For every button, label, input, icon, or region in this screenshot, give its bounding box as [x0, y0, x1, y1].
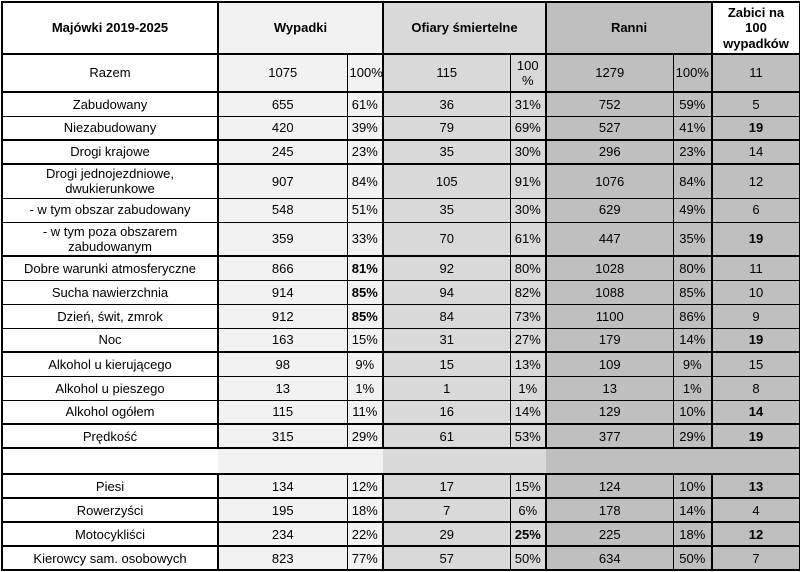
- cell-zabici: 7: [712, 546, 800, 570]
- cell-ofiary: 35: [383, 198, 510, 222]
- cell-ofiary-pct: 31%: [510, 92, 546, 116]
- cell-ofiary: 79: [383, 116, 510, 140]
- cell-ofiary-pct: 80%: [510, 256, 546, 280]
- cell-ranni-pct: 41%: [673, 116, 712, 140]
- cell-ranni-pct: 100%: [673, 54, 712, 92]
- cell-wypadki-pct: 77%: [347, 546, 383, 570]
- cell-ofiary-pct: 14%: [510, 400, 546, 424]
- cell-wypadki-pct: 12%: [347, 474, 383, 498]
- cell-ofiary: 94: [383, 280, 510, 304]
- table-row: [2, 164, 800, 198]
- cell-ofiary-pct: 69%: [510, 116, 546, 140]
- cell-wypadki: 195: [218, 498, 347, 522]
- cell-wypadki: 655: [218, 92, 347, 116]
- cell-zabici: 12: [712, 164, 800, 198]
- table-row: [2, 116, 800, 140]
- table-row: [2, 280, 800, 304]
- cell-ranni: 527: [546, 116, 673, 140]
- table-row: [2, 256, 800, 280]
- cell-ranni: 129: [546, 400, 673, 424]
- table-row: [2, 352, 800, 376]
- cell-wypadki: 1075: [218, 54, 347, 92]
- cell-wypadki: 234: [218, 522, 347, 546]
- table-row: [2, 400, 800, 424]
- cell-wypadki-pct: 22%: [347, 522, 383, 546]
- cell-ofiary: 31: [383, 328, 510, 352]
- cell-ranni: 109: [546, 352, 673, 376]
- cell-ofiary: 35: [383, 140, 510, 164]
- cell-ofiary-pct: 25%: [510, 522, 546, 546]
- cell-zabici: 19: [712, 328, 800, 352]
- cell-ranni: 179: [546, 328, 673, 352]
- row-label: - w tym obszar zabudowany: [2, 198, 218, 222]
- cell-ranni: 1100: [546, 304, 673, 328]
- cell-wypadki-pct: 9%: [347, 352, 383, 376]
- row-label: Alkohol u pieszego: [2, 376, 218, 400]
- cell-ranni-pct: 35%: [673, 222, 712, 256]
- table-row: [2, 54, 800, 92]
- cell-zabici: 11: [712, 54, 800, 92]
- row-label: Prędkość: [2, 424, 218, 448]
- row-label: Noc: [2, 328, 218, 352]
- table-row: [2, 304, 800, 328]
- cell-wypadki-pct: 85%: [347, 304, 383, 328]
- cell-zabici: 14: [712, 140, 800, 164]
- row-label: Zabudowany: [2, 92, 218, 116]
- cell-ofiary: 57: [383, 546, 510, 570]
- cell-ofiary-pct: 30%: [510, 198, 546, 222]
- row-label: Alkohol u kierującego: [2, 352, 218, 376]
- cell-ranni: 124: [546, 474, 673, 498]
- cell-ofiary-pct: 61%: [510, 222, 546, 256]
- cell-zabici: 19: [712, 222, 800, 256]
- cell-ranni-pct: 14%: [673, 498, 712, 522]
- cell-zabici: [712, 448, 800, 474]
- cell-ranni-pct: 23%: [673, 140, 712, 164]
- cell-ofiary: 29: [383, 522, 510, 546]
- cell-ranni-pct: 9%: [673, 352, 712, 376]
- cell-ranni: 1076: [546, 164, 673, 198]
- cell-wypadki: 866: [218, 256, 347, 280]
- table-title: Majówki 2019-2025: [2, 2, 218, 54]
- row-label: Rowerzyści: [2, 498, 218, 522]
- cell-wypadki: 907: [218, 164, 347, 198]
- header-ofiary-smiertelne: Ofiary śmiertelne: [383, 2, 546, 54]
- cell-ranni-pct: 14%: [673, 328, 712, 352]
- cell-wypadki: 914: [218, 280, 347, 304]
- cell-ofiary: 105: [383, 164, 510, 198]
- cell-ofiary: 92: [383, 256, 510, 280]
- cell-wypadki: 98: [218, 352, 347, 376]
- cell-ranni-pct: 29%: [673, 424, 712, 448]
- cell-wypadki-pct: 39%: [347, 116, 383, 140]
- cell-ofiary: 17: [383, 474, 510, 498]
- cell-ranni-pct: 85%: [673, 280, 712, 304]
- cell-ofiary: 70: [383, 222, 510, 256]
- cell-wypadki: 13: [218, 376, 347, 400]
- cell-zabici: 10: [712, 280, 800, 304]
- row-label: Sucha nawierzchnia: [2, 280, 218, 304]
- cell-ranni-pct: 80%: [673, 256, 712, 280]
- cell-ofiary: 61: [383, 424, 510, 448]
- cell-ranni-pct: 86%: [673, 304, 712, 328]
- row-label: Alkohol ogółem: [2, 400, 218, 424]
- cell-ranni-pct: 84%: [673, 164, 712, 198]
- cell-wypadki: 359: [218, 222, 347, 256]
- cell-wypadki-pct: 51%: [347, 198, 383, 222]
- cell-wypadki: 912: [218, 304, 347, 328]
- header-row: [2, 2, 800, 54]
- cell-wypadki-pct: [347, 448, 383, 474]
- cell-wypadki: 115: [218, 400, 347, 424]
- cell-ofiary: 1: [383, 376, 510, 400]
- cell-zabici: 12: [712, 522, 800, 546]
- table-row: [2, 140, 800, 164]
- cell-wypadki: 315: [218, 424, 347, 448]
- cell-wypadki: 420: [218, 116, 347, 140]
- cell-ranni: 1028: [546, 256, 673, 280]
- cell-ranni: 634: [546, 546, 673, 570]
- cell-ofiary-pct: 82%: [510, 280, 546, 304]
- cell-wypadki-pct: 18%: [347, 498, 383, 522]
- cell-wypadki-pct: 11%: [347, 400, 383, 424]
- cell-wypadki-pct: 100%: [347, 54, 383, 92]
- row-label: Dobre warunki atmosferyczne: [2, 256, 218, 280]
- cell-ranni: 1088: [546, 280, 673, 304]
- cell-ranni-pct: 1%: [673, 376, 712, 400]
- cell-ofiary: 36: [383, 92, 510, 116]
- cell-ranni: 225: [546, 522, 673, 546]
- cell-wypadki-pct: 85%: [347, 280, 383, 304]
- cell-wypadki-pct: 15%: [347, 328, 383, 352]
- cell-ranni: 1279: [546, 54, 673, 92]
- table-body: [2, 54, 800, 570]
- cell-zabici: 19: [712, 424, 800, 448]
- row-label: Kierowcy sam. osobowych: [2, 546, 218, 570]
- header-wypadki: Wypadki: [218, 2, 383, 54]
- row-label: Drogi jednojezdniowe, dwukierunkowe: [2, 164, 218, 198]
- cell-zabici: 13: [712, 474, 800, 498]
- cell-ofiary-pct: 50%: [510, 546, 546, 570]
- cell-ranni: 13: [546, 376, 673, 400]
- cell-wypadki-pct: 81%: [347, 256, 383, 280]
- cell-ranni-pct: 10%: [673, 474, 712, 498]
- cell-wypadki: 163: [218, 328, 347, 352]
- spacer-row: [2, 448, 800, 474]
- cell-ofiary-pct: 13%: [510, 352, 546, 376]
- cell-wypadki: 245: [218, 140, 347, 164]
- table-row: [2, 222, 800, 256]
- cell-ofiary-pct: 91%: [510, 164, 546, 198]
- row-label: [2, 448, 218, 474]
- table-row: [2, 198, 800, 222]
- cell-ofiary-pct: 1%: [510, 376, 546, 400]
- cell-wypadki: [218, 448, 347, 474]
- cell-ranni-pct: 49%: [673, 198, 712, 222]
- cell-wypadki-pct: 33%: [347, 222, 383, 256]
- table-row: [2, 546, 800, 570]
- row-label: Motocykliści: [2, 522, 218, 546]
- table-row: [2, 498, 800, 522]
- cell-zabici: 19: [712, 116, 800, 140]
- row-label: Razem: [2, 54, 218, 92]
- cell-ranni-pct: [673, 448, 712, 474]
- row-label: - w tym poza obszarem zabudowanym: [2, 222, 218, 256]
- cell-ranni: 629: [546, 198, 673, 222]
- cell-ranni: 752: [546, 92, 673, 116]
- row-label: Piesi: [2, 474, 218, 498]
- cell-wypadki-pct: 23%: [347, 140, 383, 164]
- cell-ofiary: 115: [383, 54, 510, 92]
- row-label: Niezabudowany: [2, 116, 218, 140]
- cell-zabici: 4: [712, 498, 800, 522]
- cell-zabici: 15: [712, 352, 800, 376]
- header-zabici-na-100-wypadkow: Zabici na 100 wypadków: [712, 2, 800, 54]
- cell-wypadki-pct: 29%: [347, 424, 383, 448]
- majowki-statistics-table: [1, 1, 800, 571]
- cell-ofiary: 7: [383, 498, 510, 522]
- cell-zabici: 9: [712, 304, 800, 328]
- cell-ofiary-pct: 6%: [510, 498, 546, 522]
- cell-wypadki: 134: [218, 474, 347, 498]
- table-row: [2, 376, 800, 400]
- cell-zabici: 8: [712, 376, 800, 400]
- cell-ofiary-pct: 30%: [510, 140, 546, 164]
- cell-ofiary: 16: [383, 400, 510, 424]
- cell-ranni-pct: 18%: [673, 522, 712, 546]
- cell-ranni: 296: [546, 140, 673, 164]
- cell-ranni: 447: [546, 222, 673, 256]
- cell-ranni-pct: 10%: [673, 400, 712, 424]
- cell-ofiary-pct: 100 %: [510, 54, 546, 92]
- cell-ofiary-pct: 73%: [510, 304, 546, 328]
- cell-ofiary-pct: [510, 448, 546, 474]
- table-row: [2, 424, 800, 448]
- cell-ofiary-pct: 53%: [510, 424, 546, 448]
- cell-ranni: 377: [546, 424, 673, 448]
- cell-wypadki: 823: [218, 546, 347, 570]
- cell-zabici: 11: [712, 256, 800, 280]
- cell-zabici: 5: [712, 92, 800, 116]
- cell-ranni-pct: 59%: [673, 92, 712, 116]
- cell-wypadki-pct: 61%: [347, 92, 383, 116]
- cell-ofiary-pct: 27%: [510, 328, 546, 352]
- table-row: [2, 92, 800, 116]
- cell-ofiary: 84: [383, 304, 510, 328]
- cell-zabici: 14: [712, 400, 800, 424]
- cell-wypadki-pct: 84%: [347, 164, 383, 198]
- table-row: [2, 474, 800, 498]
- cell-wypadki-pct: 1%: [347, 376, 383, 400]
- row-label: Drogi krajowe: [2, 140, 218, 164]
- cell-ranni: 178: [546, 498, 673, 522]
- table-row: [2, 328, 800, 352]
- row-label: Dzień, świt, zmrok: [2, 304, 218, 328]
- cell-ofiary-pct: 15%: [510, 474, 546, 498]
- header-ranni: Ranni: [546, 2, 712, 54]
- cell-zabici: 6: [712, 198, 800, 222]
- cell-ranni-pct: 50%: [673, 546, 712, 570]
- table-row: [2, 522, 800, 546]
- cell-wypadki: 548: [218, 198, 347, 222]
- cell-ofiary: 15: [383, 352, 510, 376]
- cell-ofiary: [383, 448, 510, 474]
- cell-ranni: [546, 448, 673, 474]
